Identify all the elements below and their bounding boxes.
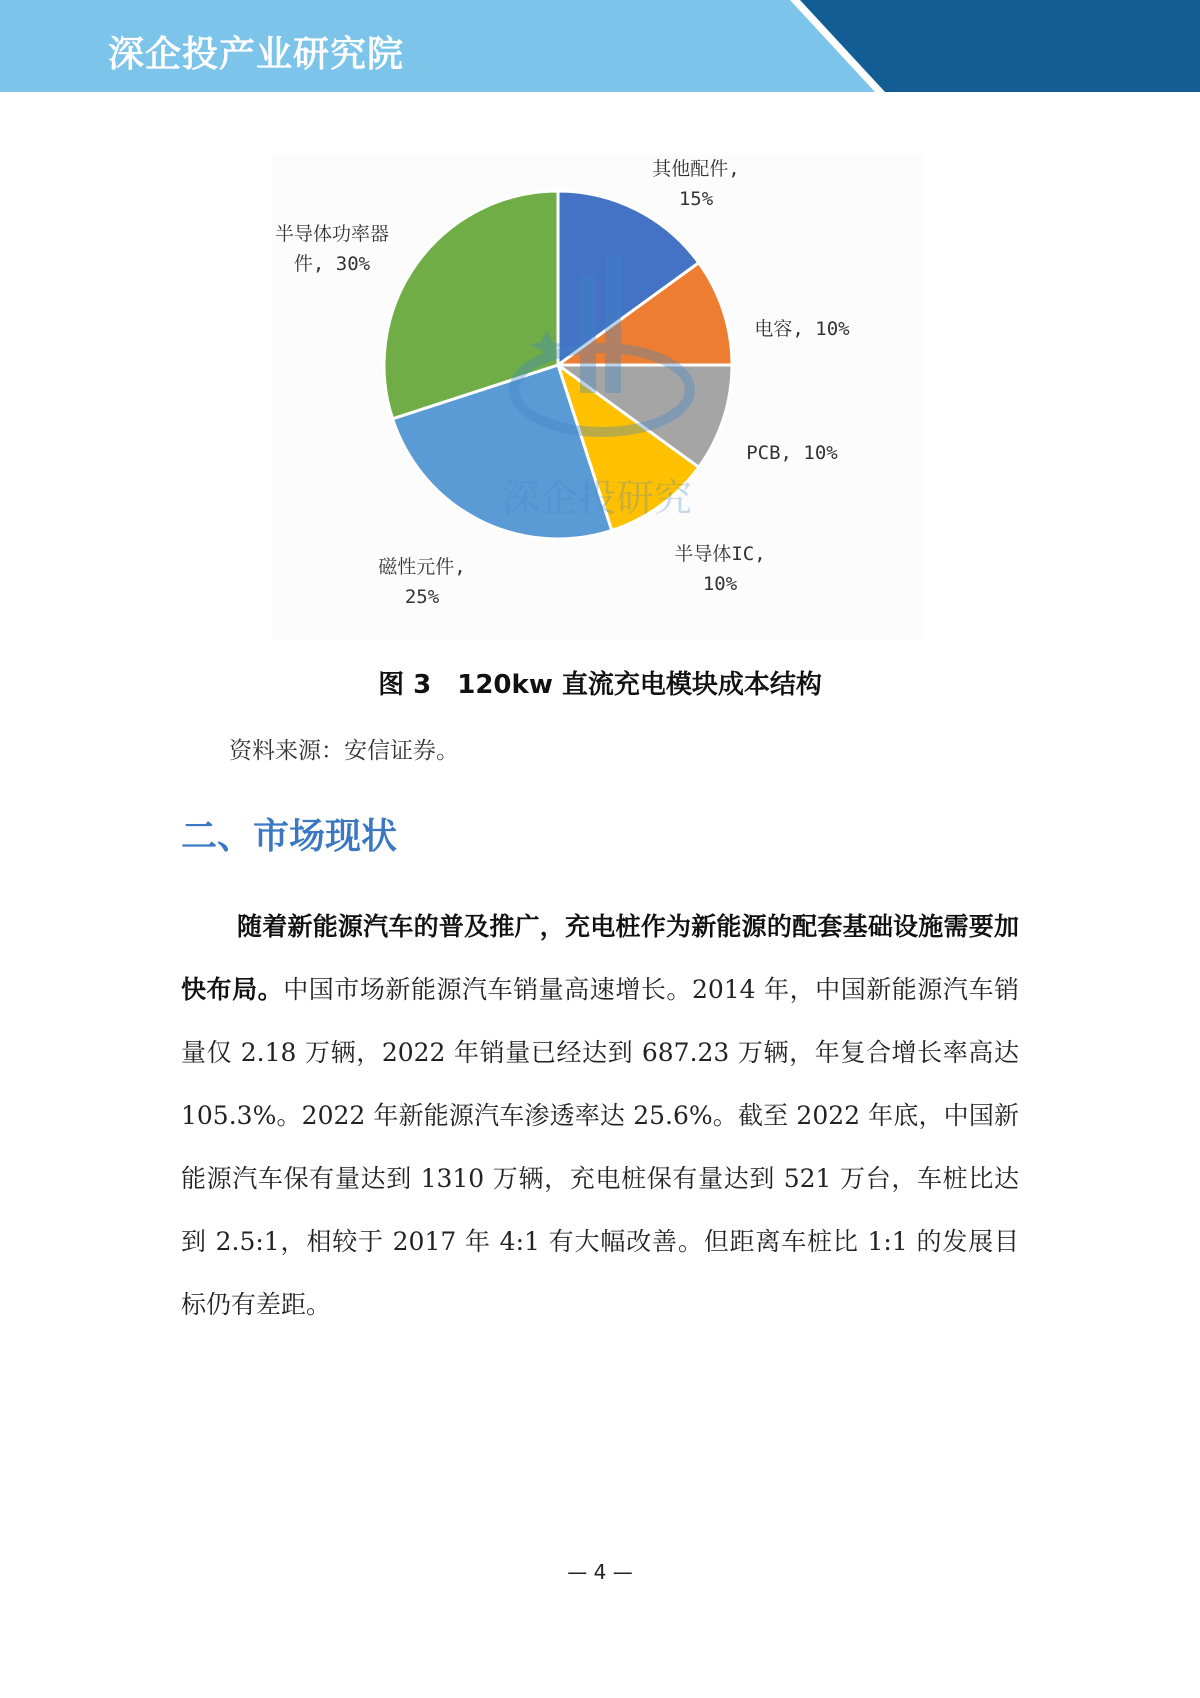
slice-label-line1: 磁性元件, [378,556,466,578]
slice-label-line2: 25% [404,586,440,608]
slice-label-line1: 半导体功率器 [274,223,390,245]
page-number: — 4 — [567,1560,633,1584]
slice-label-line1: 其他配件, [652,158,740,180]
slice-label [754,318,850,340]
slice-label-line2: 件, 30% [293,253,371,275]
brand-title: 深企投产业研究院 [108,34,405,75]
figure-caption: 图 3 120kw 直流充电模块成本结构 [378,670,822,700]
slice-label-line1: PCB, 10% [746,442,838,464]
paragraph-body: 中国市场新能源汽车销量高速增长。2014 年，中国新能源汽车销量仅 2.18 万辆，2022 年销量已经达到 687.23 万辆，年复合增长率高达 105.3%。2022 年新能源汽车渗透率达 25.6%。截至 2022 年底，中国新能源汽车保有量达到 1310 万辆，充电桩保有量达到 521 万台，车桩比达到 2.5:1，相较于 2017 年 4:1 有大幅改善。但距离车桩比 1:1 的发展目标仍有差距。 [181,975,1019,1319]
slice-label-line1: 半导体IC, [674,543,766,565]
pie-chart-svg [272,155,924,639]
figure-source: 资料来源：安信证券。 [229,738,459,764]
page-header [0,0,1200,92]
watermark-text: 深企投研究 [501,476,693,520]
slice-label [746,442,838,464]
slice-label-line1: 电容, 10% [754,318,850,340]
section-paragraph [181,895,1019,1336]
pie-chart [272,155,924,639]
slice-label-line2: 10% [702,573,738,595]
section-title: 二、市场现状 [181,816,398,857]
paragraph-lead: 随着新能源汽车的普及推广，充电桩作为新能源的配套基础设施需要加快布局。 [181,912,1019,1004]
slice-label-line2: 15% [678,188,714,210]
